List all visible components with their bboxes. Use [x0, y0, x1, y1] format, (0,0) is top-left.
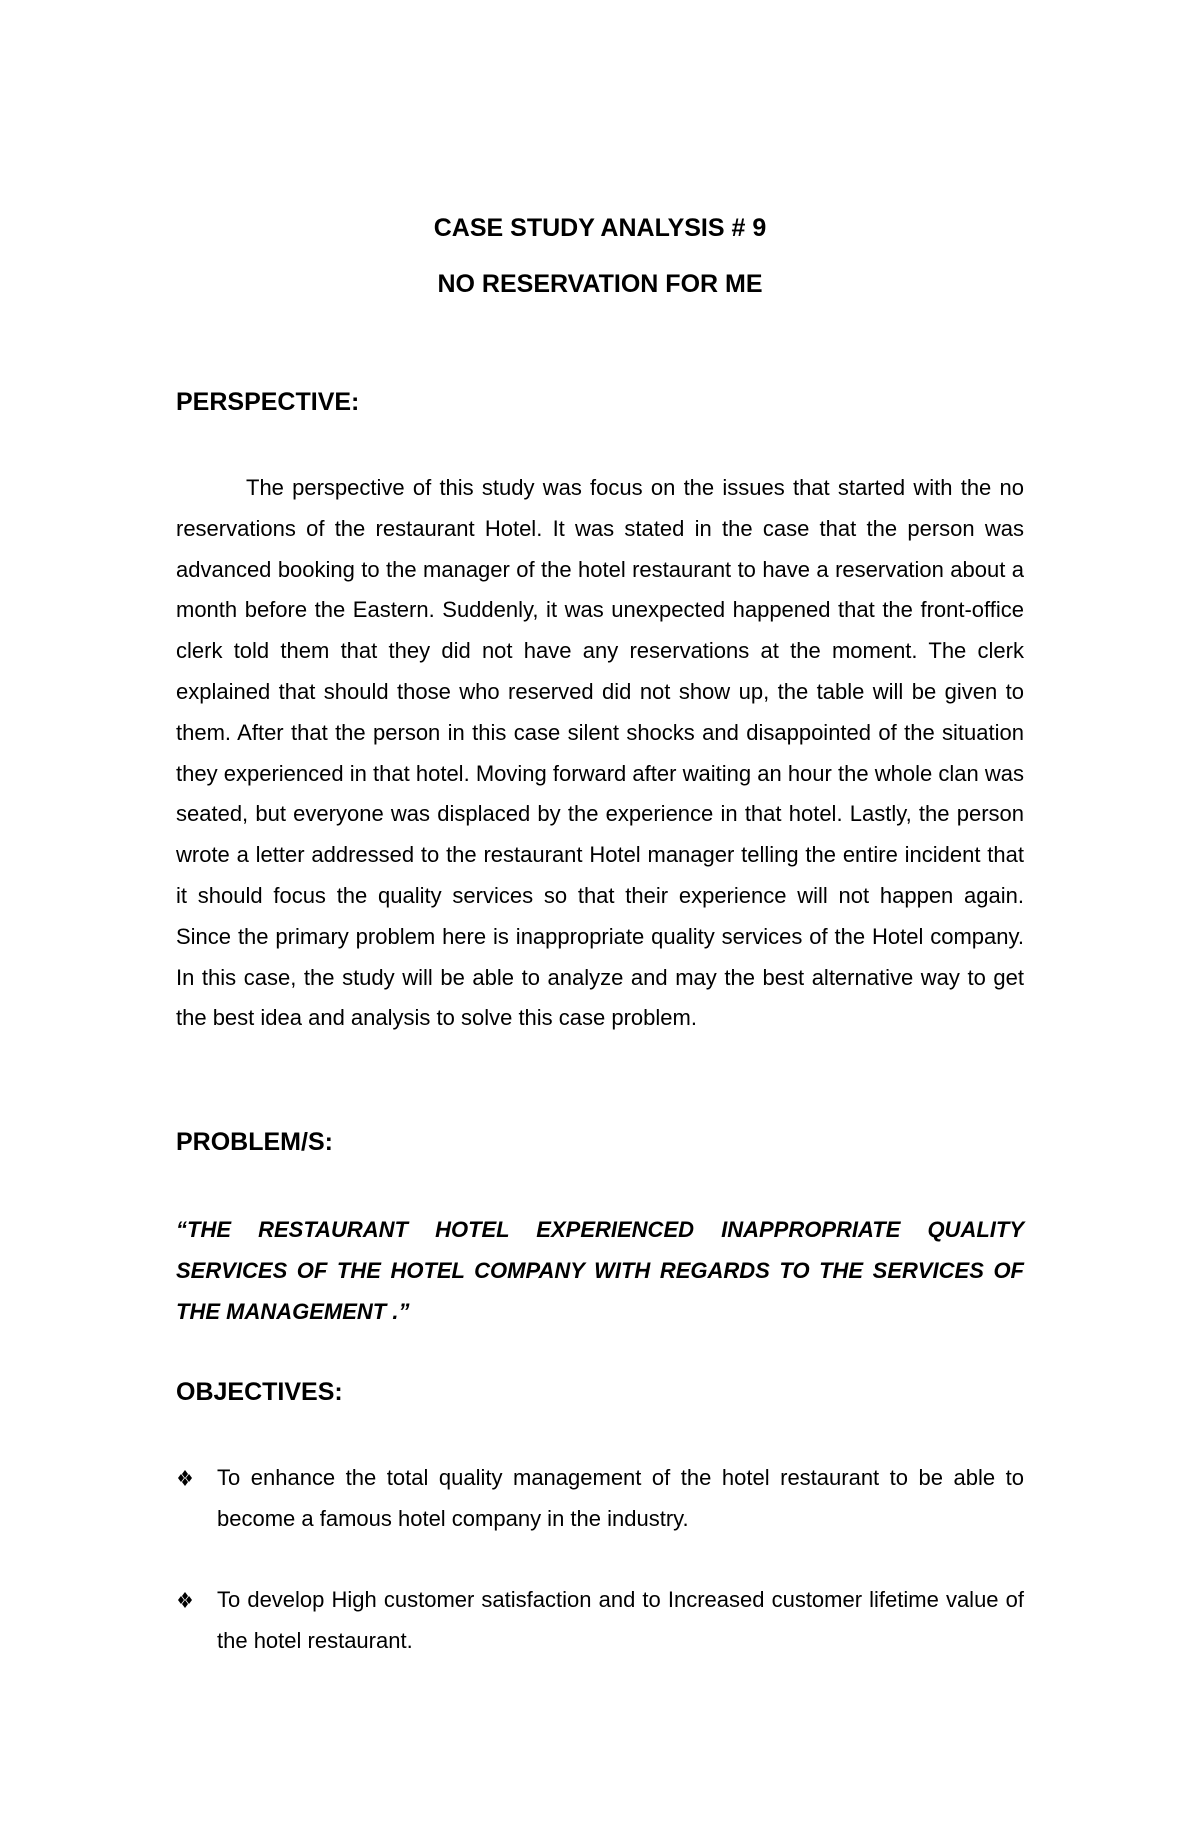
perspective-paragraph: The perspective of this study was focus on the issues that started with the no reservations of the restaurant Hotel. It was stated in the case that the person was advanced booking to the manager of the hotel restaurant to have a reservation about a month before the Eastern. Suddenly, it was unexpected happened that the front-office clerk told them that they did not have any reservations at the moment. The clerk explained that should those who reserved did not show up, the table will be given to them. After that the person in this case silent shocks and disappointed of the situation they experienced in that hotel. Moving forward after waiting an hour the whole clan was seated, but everyone was displaced by the experience in that hotel. Lastly, the person wrote a letter addressed to the restaurant Hotel manager telling the entire incident that it should focus the quality services so that their experience will not happen again. Since the primary problem here is inappropriate quality services of the Hotel company. In this case, the study will be able to analyze and may the best alternative way to get the best idea and analysis to solve this case problem.	[176, 475, 1024, 1031]
four-diamond-bullet-icon	[176, 1580, 206, 1620]
problems-heading: PROBLEM/S:	[176, 1128, 333, 1156]
four-diamond-bullet-icon	[176, 1458, 206, 1498]
objective-item	[176, 1580, 1024, 1662]
document-title: CASE STUDY ANALYSIS # 9	[433, 214, 767, 242]
objective-item	[176, 1458, 1024, 1540]
document-subtitle: NO RESERVATION FOR ME	[437, 270, 763, 298]
perspective-heading: PERSPECTIVE:	[176, 388, 360, 416]
objective-text: To enhance the total quality management of the hotel restaurant to be able to become a famous hotel company in the industry.	[217, 1465, 1024, 1531]
objective-text: To develop High customer satisfaction and to Increased customer lifetime value of the hotel restaurant.	[217, 1587, 1024, 1653]
objectives-heading: OBJECTIVES:	[176, 1378, 343, 1406]
problem-statement: “THE RESTAURANT HOTEL EXPERIENCED INAPPROPRIATE QUALITY SERVICES OF THE HOTEL COMPANY WITH REGARDS TO THE SERVICES OF THE MANAGEMENT .”	[176, 1217, 1024, 1324]
